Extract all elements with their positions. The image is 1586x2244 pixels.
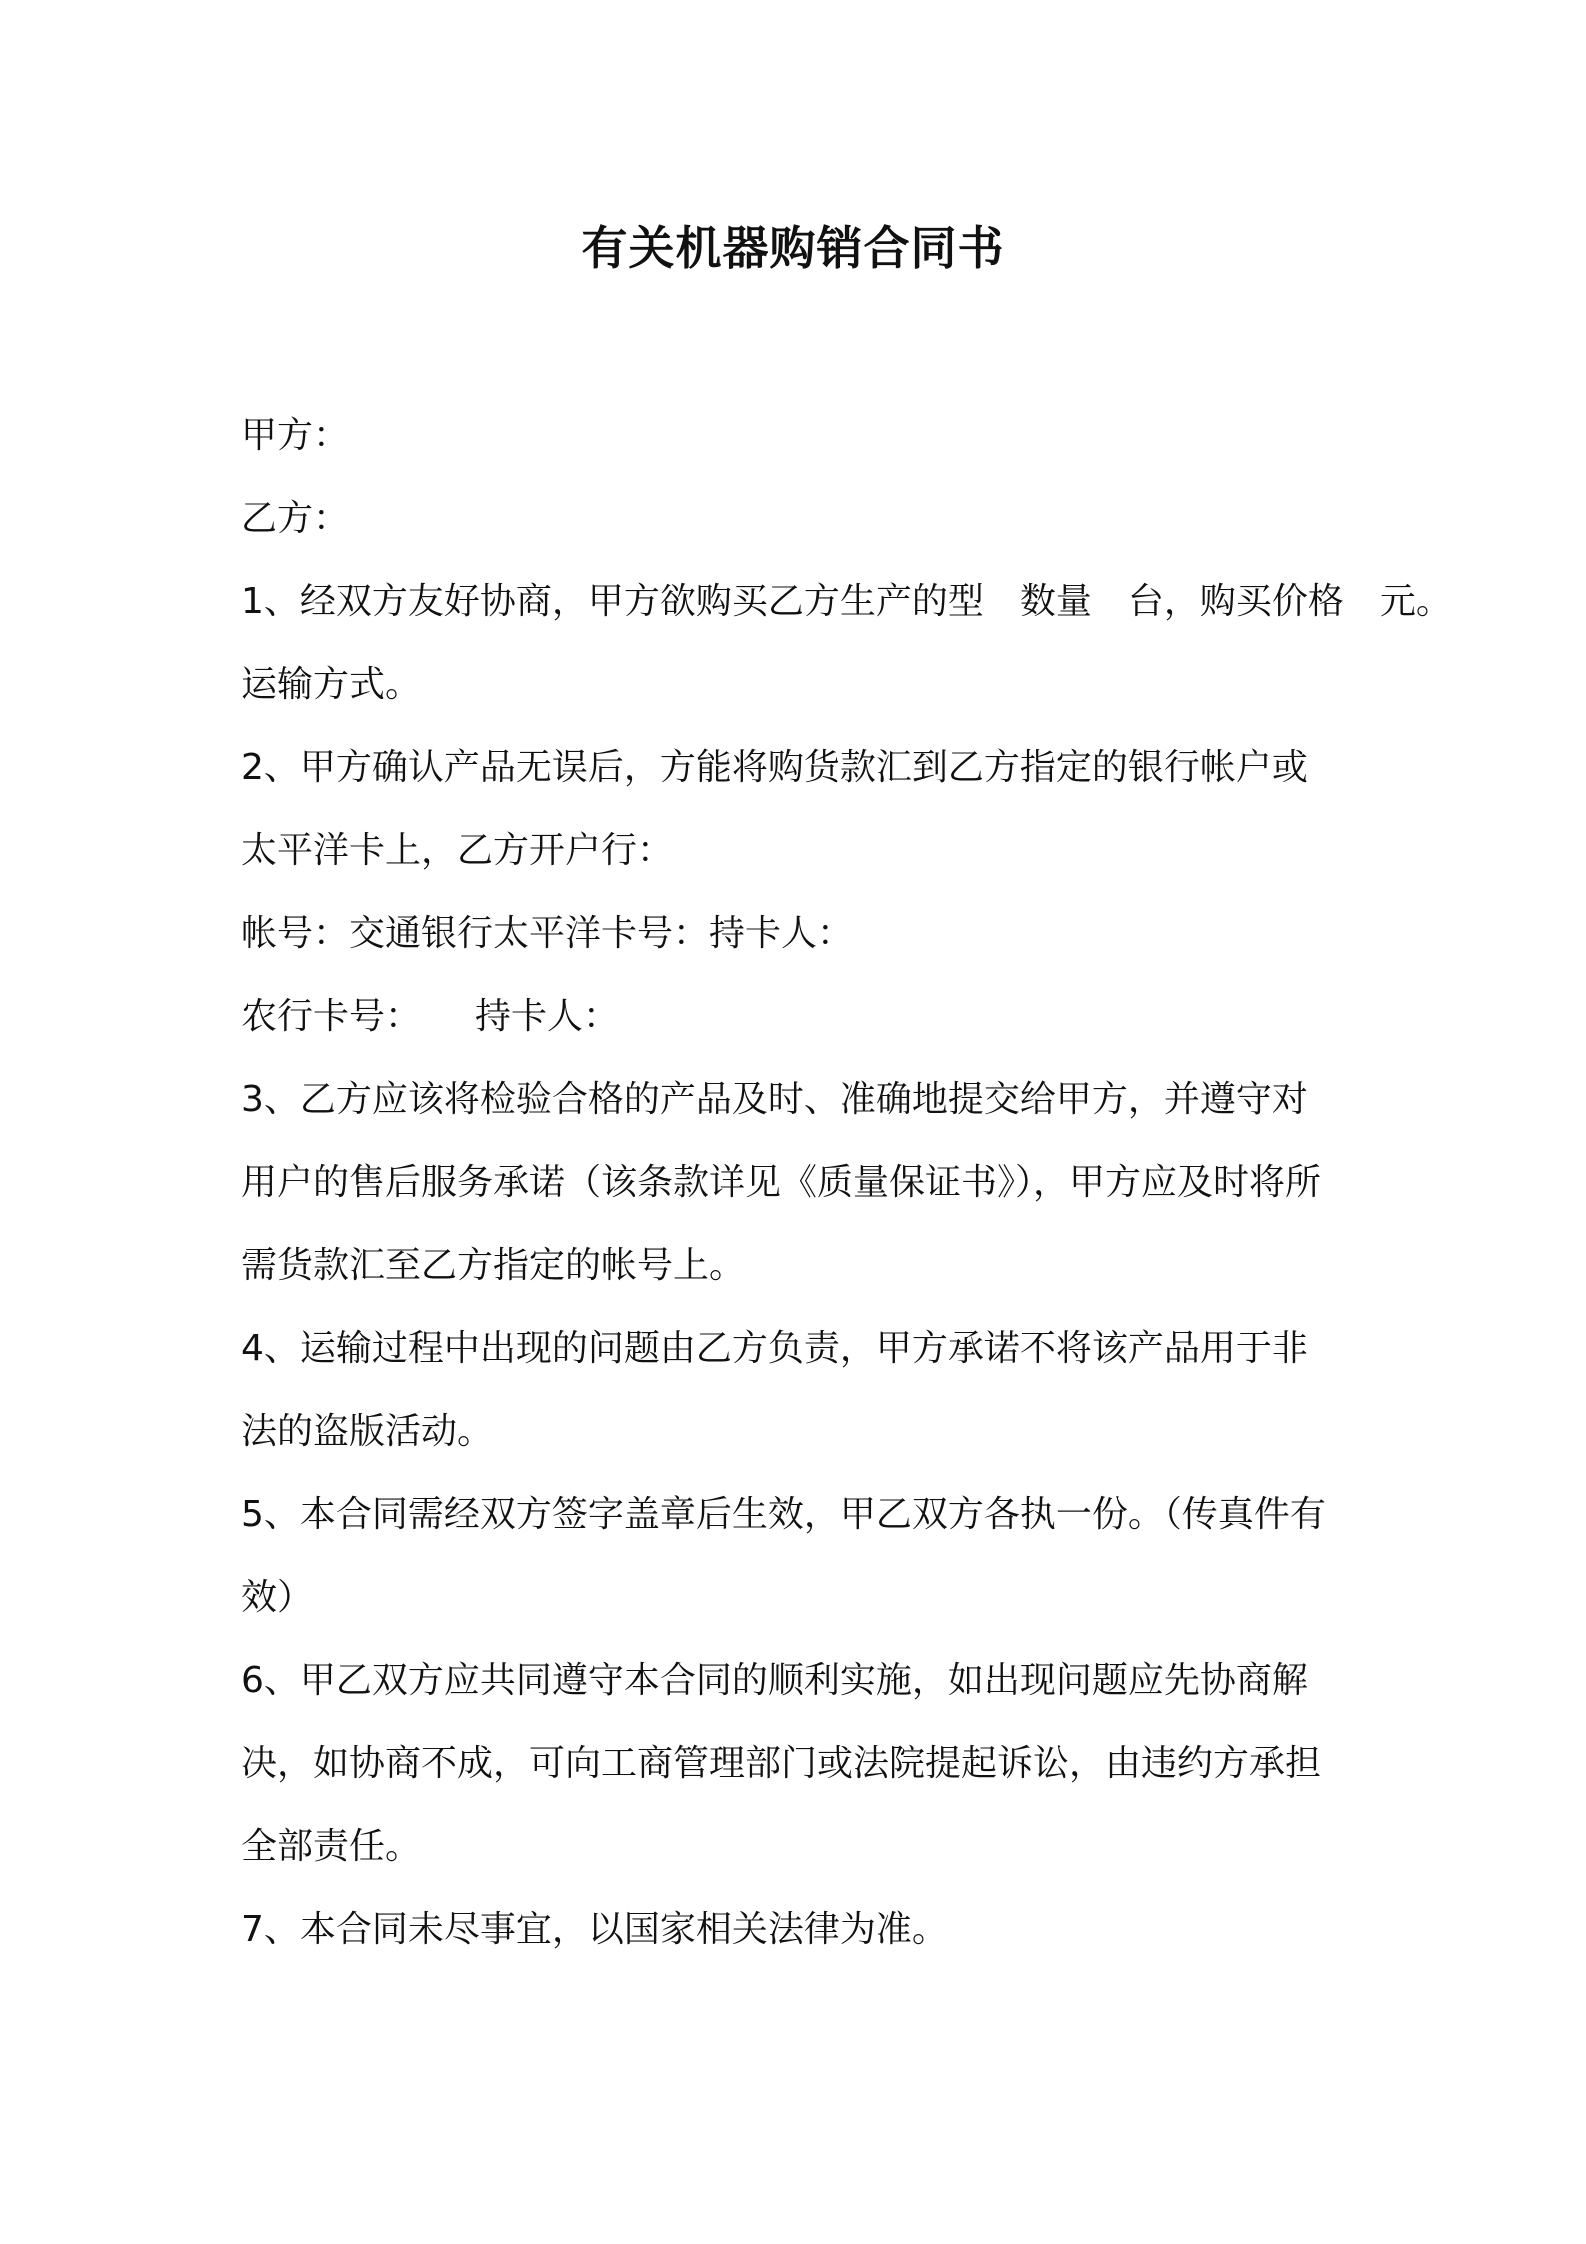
clause-2-line-1: 2、甲方确认产品无误后，方能将购货款汇到乙方指定的银行帐户或 [241, 747, 1308, 788]
clause-1-line-2: 运输方式。 [241, 664, 422, 705]
clause-3-line-3: 需货款汇至乙方指定的帐号上。 [241, 1245, 746, 1286]
clause-5-line-2: 效） [241, 1577, 314, 1618]
clause-5-line-1: 5、本合同需经双方签字盖章后生效，甲乙双方各执一份。（传真件有 [241, 1494, 1326, 1535]
clause-1-line-1: 1、经双方友好协商，甲方欲购买乙方生产的型 数量 台，购买价格 元。 [241, 581, 1452, 622]
clause-6-line-2: 决，如协商不成，可向工商管理部门或法院提起诉讼，由违约方承担 [241, 1743, 1322, 1784]
clause-7-line-1: 7、本合同未尽事宜，以国家相关法律为准。 [241, 1909, 948, 1950]
clause-2-line-2: 太平洋卡上，乙方开户行： [241, 830, 674, 871]
clause-3-line-2: 用户的售后服务承诺（该条款详见《质量保证书》），甲方应及时将所 [241, 1162, 1322, 1203]
clause-6-line-1: 6、甲乙双方应共同遵守本合同的顺利实施，如出现问题应先协商解 [241, 1660, 1308, 1701]
clause-2-line-4: 农行卡号： 持卡人： [241, 996, 620, 1037]
party-b-line: 乙方： [241, 498, 350, 539]
document-title: 有关机器购销合同书 [581, 221, 1005, 275]
clause-3-line-1: 3、乙方应该将检验合格的产品及时、准确地提交给甲方，并遵守对 [241, 1079, 1308, 1120]
clause-4-line-2: 法的盗版活动。 [241, 1411, 494, 1452]
clause-2-line-3: 帐号：交通银行太平洋卡号：持卡人： [241, 913, 854, 954]
party-a-line: 甲方： [241, 415, 350, 456]
clause-4-line-1: 4、运输过程中出现的问题由乙方负责，甲方承诺不将该产品用于非 [241, 1328, 1308, 1369]
clause-6-line-3: 全部责任。 [241, 1826, 422, 1867]
